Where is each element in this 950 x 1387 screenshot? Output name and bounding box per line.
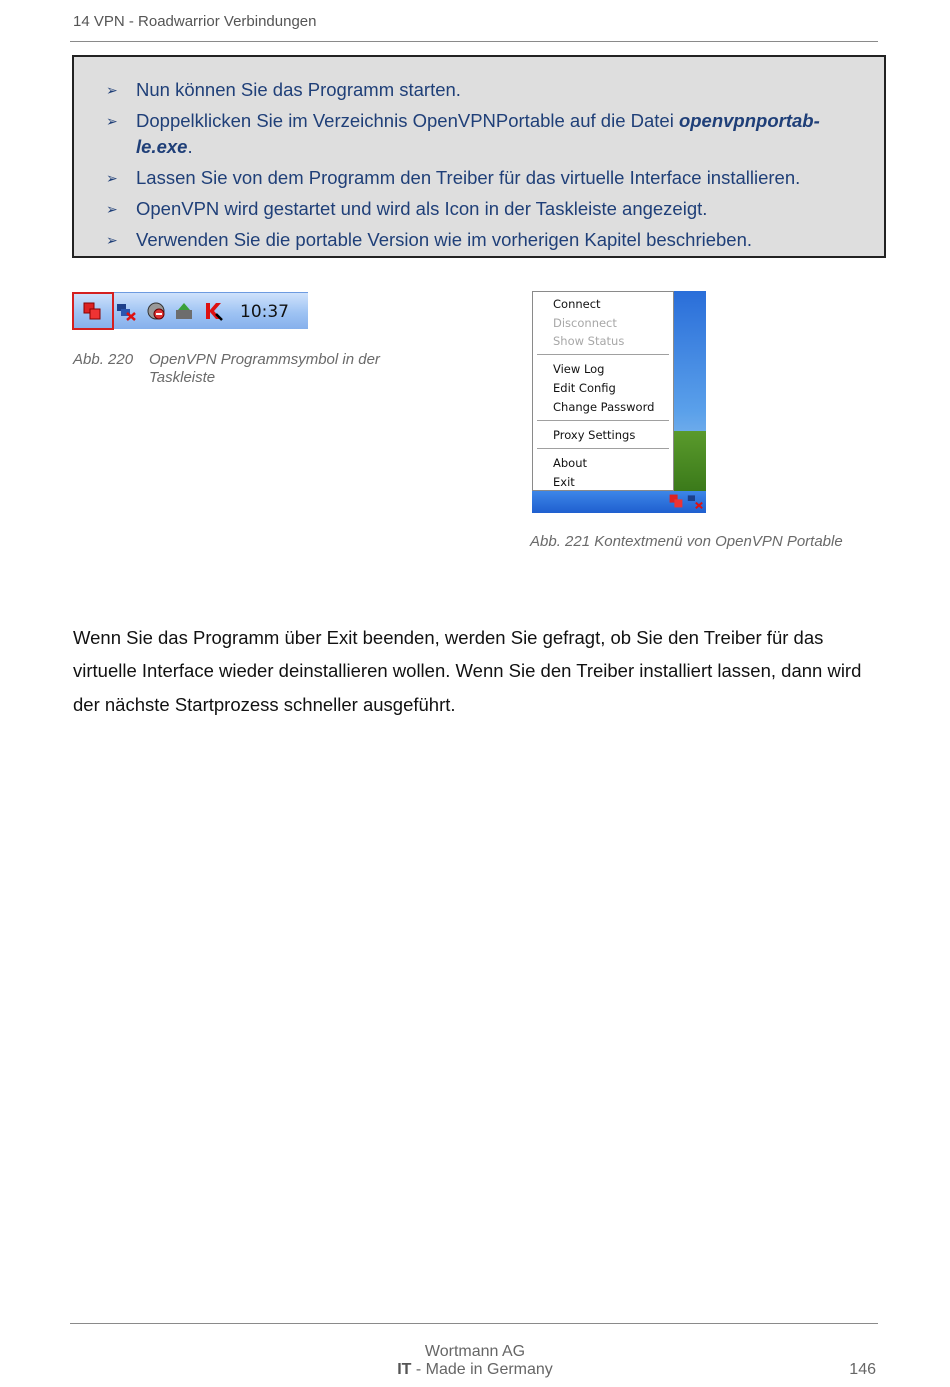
menu-separator bbox=[537, 354, 669, 356]
antivirus-icon bbox=[204, 301, 224, 321]
instruction-text: Verwenden Sie die portable Version wie im vorherigen Kapitel beschrieben. bbox=[136, 229, 753, 250]
context-menu bbox=[532, 291, 674, 491]
instruction-text: Doppelklicken Sie im Verzeichnis OpenVPNPortable auf die Datei bbox=[136, 110, 679, 131]
arrow-bullet-icon: ➢ bbox=[106, 113, 118, 129]
instruction-text: Lassen Sie von dem Programm den Treiber für das virtuelle Interface installieren. bbox=[136, 167, 801, 188]
desktop-grass bbox=[674, 431, 706, 491]
menu-item-view-log[interactable]: View Log bbox=[553, 362, 605, 376]
arrow-bullet-icon: ➢ bbox=[106, 201, 118, 217]
menu-separator bbox=[537, 420, 669, 422]
instruction-item bbox=[74, 77, 884, 103]
page-header: 14 VPN - Roadwarrior Verbindungen bbox=[73, 13, 317, 30]
arrow-bullet-icon: ➢ bbox=[106, 232, 118, 248]
footer-tagline-bold: IT bbox=[397, 1361, 412, 1378]
taskbar-strip bbox=[532, 491, 706, 513]
filename: openvpnportab-le.exe bbox=[136, 110, 820, 157]
network-disconnected-icon bbox=[687, 493, 703, 509]
menu-item-exit[interactable]: Exit bbox=[553, 475, 575, 489]
menu-separator bbox=[537, 448, 669, 450]
body-paragraph: Wenn Sie das Programm über Exit beenden, werden Sie gefragt, ob Sie den Treiber für das virtuelle Interface wieder deinstallieren wollen. Wenn Sie den Treiber installiert lassen, dann wird der nächste Startprozess schneller ausgeführt. bbox=[73, 626, 862, 715]
tray-app-icon bbox=[174, 301, 194, 321]
menu-item-connect[interactable]: Connect bbox=[553, 297, 601, 311]
menu-item-disconnect[interactable]: Disconnect bbox=[553, 316, 617, 330]
instruction-text-end: . bbox=[187, 136, 193, 157]
footer-tagline bbox=[0, 1361, 950, 1379]
caption-text: OpenVPN Programmsymbol in der Taskleiste bbox=[149, 351, 380, 386]
instruction-item bbox=[74, 165, 884, 191]
arrow-bullet-icon: ➢ bbox=[106, 82, 118, 98]
instruction-item bbox=[74, 227, 884, 253]
instruction-list bbox=[74, 77, 884, 258]
instruction-text: Nun können Sie das Programm starten. bbox=[136, 79, 461, 100]
tray-clock: 10:37 bbox=[240, 302, 289, 322]
network-disconnected-icon bbox=[116, 301, 136, 321]
openvpn-icon-highlight bbox=[72, 292, 114, 330]
caption-number: Abb. 220 bbox=[73, 351, 134, 368]
menu-item-about[interactable]: About bbox=[553, 456, 588, 470]
instruction-item bbox=[74, 108, 884, 160]
figure-caption-221: Abb. 221 Kontextmenü von OpenVPN Portable bbox=[530, 533, 843, 550]
page-number: 146 bbox=[849, 1361, 876, 1378]
instruction-item bbox=[74, 196, 884, 222]
instruction-text: OpenVPN wird gestartet und wird als Icon in der Taskleiste angezeigt. bbox=[136, 198, 708, 219]
instruction-box bbox=[72, 55, 886, 258]
menu-item-proxy-settings[interactable]: Proxy Settings bbox=[553, 428, 636, 442]
context-menu-screenshot bbox=[532, 291, 706, 513]
header-divider bbox=[70, 41, 878, 42]
openvpn-icon bbox=[668, 493, 684, 509]
menu-item-edit-config[interactable]: Edit Config bbox=[553, 381, 616, 395]
menu-item-change-password[interactable]: Change Password bbox=[553, 400, 655, 414]
page-footer bbox=[0, 1343, 950, 1379]
security-icon bbox=[146, 301, 166, 321]
arrow-bullet-icon: ➢ bbox=[106, 170, 118, 186]
footer-divider bbox=[70, 1323, 878, 1324]
footer-company: Wortmann AG bbox=[424, 1343, 526, 1360]
footer-tagline-rest: - Made in Germany bbox=[411, 1361, 553, 1378]
menu-item-show-status[interactable]: Show Status bbox=[553, 334, 625, 348]
